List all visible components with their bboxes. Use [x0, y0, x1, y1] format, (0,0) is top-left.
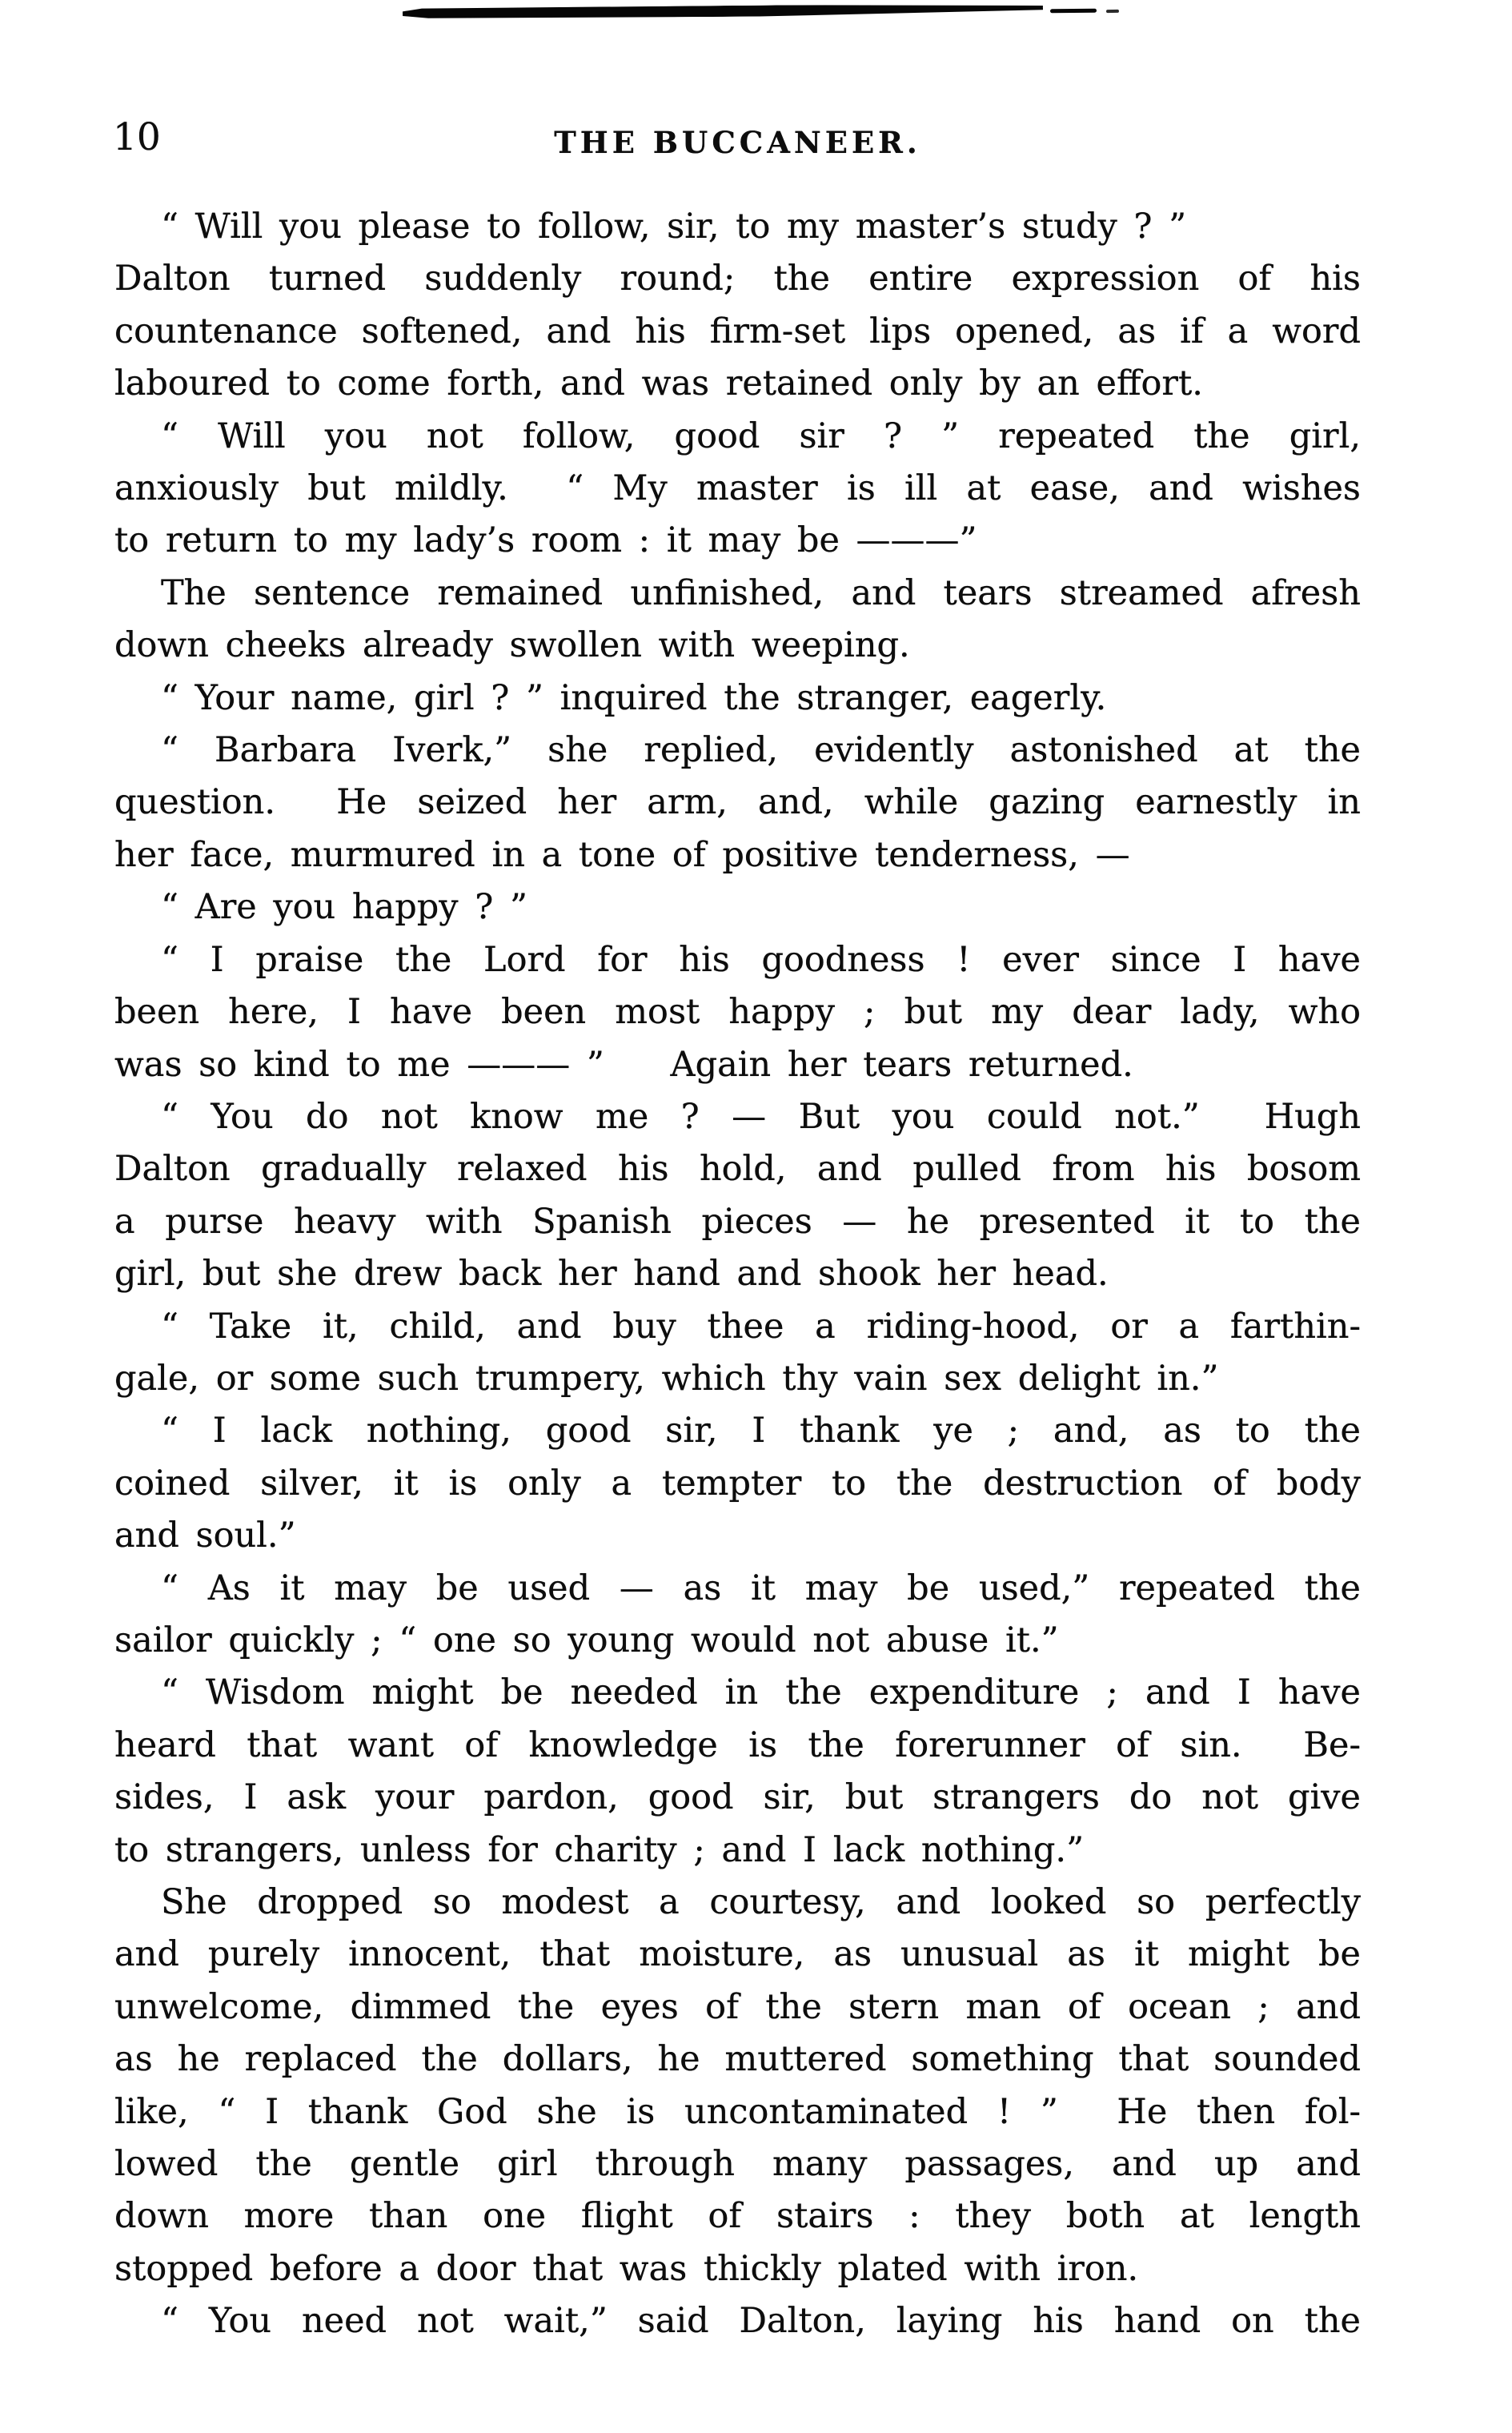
paragraph [114, 725, 1361, 881]
text-line: down more than one flight of stairs : they both at length [114, 2196, 1361, 2237]
text-line: as he replaced the dollars, he muttered something that sounded [114, 2039, 1361, 2080]
text-line: “ Wisdom might be needed in the expenditure ; and I have [161, 1672, 1361, 1713]
scan-ink-dash [1050, 9, 1097, 14]
text-line: a purse heavy with Spanish pieces — he presented it to the [114, 1201, 1361, 1242]
paragraph [114, 934, 1361, 1091]
text-line: gale, or some such trumpery, which thy vain sex delight in.” [114, 1358, 1219, 1399]
text-line: sides, I ask your pardon, good sir, but strangers do not give [114, 1777, 1361, 1818]
text-line: question. He seized her arm, and, while gazing earnestly in [114, 782, 1361, 823]
paragraph [114, 1563, 1361, 1668]
text-line: girl, but she drew back her hand and shook her head. [114, 1254, 1109, 1295]
paragraph [114, 672, 1361, 725]
text-line: like, “ I thank God she is uncontaminated ! ” He then fol- [114, 2091, 1361, 2132]
text-line: sailor quickly ; “ one so young would not abuse it.” [114, 1620, 1059, 1660]
scan-ink-tick [1106, 10, 1119, 13]
text-line: her face, murmured in a tone of positive tenderness, — [114, 834, 1130, 875]
text-line: lowed the gentle girl through many passages, and up and [114, 2144, 1361, 2185]
text-line: Dalton turned suddenly round; the entire expression of his [114, 259, 1361, 299]
text-line: Dalton gradually relaxed his hold, and pulled from his bosom [114, 1149, 1361, 1190]
text-line: stopped before a door that was thickly plated with iron. [114, 2248, 1139, 2289]
text-line: “ Will you please to follow, sir, to my master’s study ? ” [161, 207, 1187, 247]
paragraph [114, 201, 1361, 253]
text-line: “ Your name, girl ? ” inquired the stranger, eagerly. [161, 677, 1107, 718]
text-line: “ You do not know me ? — But you could not.” Hugh [161, 1096, 1361, 1137]
text-line: “ Will you not follow, good sir ? ” repeated the girl, [161, 416, 1361, 456]
paragraph [114, 1405, 1361, 1562]
paragraph [114, 1091, 1361, 1301]
text-line: “ Are you happy ? ” [161, 887, 527, 928]
paragraph [114, 1301, 1361, 1406]
paragraph [114, 253, 1361, 410]
text-line: anxiously but mildly. “ My master is ill at ease, and wishes [114, 468, 1361, 509]
text-line: “ Take it, child, and buy thee a riding-hood, or a farthin- [161, 1306, 1361, 1347]
text-line: and purely innocent, that moisture, as unusual as it might be [114, 1934, 1361, 1975]
text-line: “ You need not wait,” said Dalton, laying his hand on the [161, 2301, 1361, 2342]
paragraph [114, 2295, 1361, 2347]
text-line: and soul.” [114, 1516, 296, 1556]
text-line: to return to my lady’s room : it may be ———” [114, 520, 977, 561]
text-line: heard that want of knowledge is the forerunner of sin. Be- [114, 1724, 1361, 1765]
text-line: She dropped so modest a courtesy, and looked so perfectly [161, 1882, 1361, 1922]
paragraph [114, 568, 1361, 672]
paragraph [114, 1667, 1361, 1877]
text-line: unwelcome, dimmed the eyes of the stern man of ocean ; and [114, 1986, 1361, 2027]
text-line: been here, I have been most happy ; but my dear lady, who [114, 992, 1361, 1033]
running-title: THE BUCCANEER. [554, 125, 921, 160]
text-line: coined silver, it is only a tempter to the destruction of body [114, 1463, 1361, 1504]
text-line: “ I lack nothing, good sir, I thank ye ; and, as to the [161, 1411, 1361, 1451]
text-block [114, 201, 1361, 2348]
text-line: to strangers, unless for charity ; and I lack nothing.” [114, 1829, 1085, 1870]
paragraph [114, 411, 1361, 568]
text-line: down cheeks already swollen with weeping. [114, 625, 910, 666]
page-number: 10 [113, 115, 161, 159]
paragraph [114, 881, 1361, 933]
text-line: “ Barbara Iverk,” she replied, evidently astonished at the [161, 730, 1361, 771]
text-line: The sentence remained unfinished, and tears streamed afresh [161, 572, 1361, 613]
scan-ink-rule [403, 3, 1043, 19]
text-line: countenance softened, and his firm-set lips opened, as if a word [114, 311, 1361, 351]
text-line: “ As it may be used — as it may be used,” repeated the [161, 1568, 1361, 1608]
text-line: “ I praise the Lord for his goodness ! ever since I have [161, 939, 1361, 980]
paragraph [114, 1877, 1361, 2295]
text-line: was so kind to me ——— ” Again her tears returned. [114, 1044, 1133, 1085]
text-line: laboured to come forth, and was retained only by an effort. [114, 363, 1203, 404]
